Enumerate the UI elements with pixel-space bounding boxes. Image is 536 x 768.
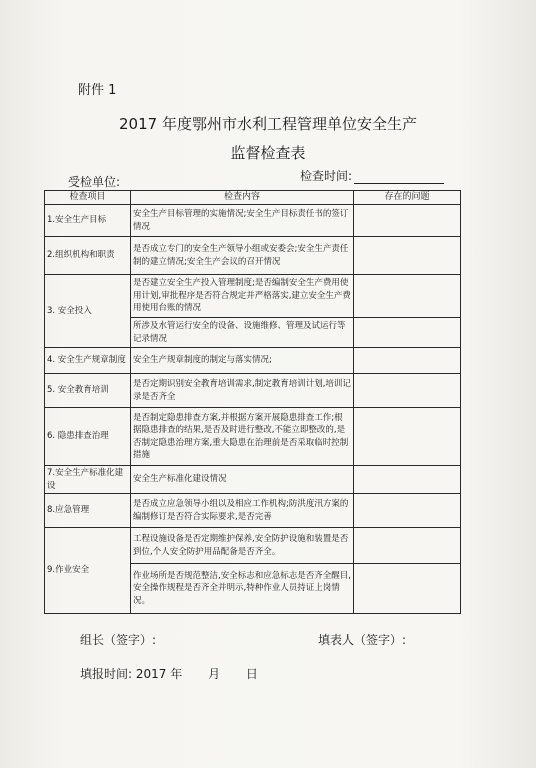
table-row [45, 374, 461, 408]
fill-date-year: 2017 年 [135, 667, 183, 681]
issues-cell [354, 318, 461, 348]
issues-cell [354, 408, 461, 466]
leader-signature-label: 组长（签字）: [80, 633, 157, 647]
fill-date-month: 月 [208, 667, 221, 681]
fill-date [80, 665, 258, 682]
table-row [45, 408, 461, 466]
issues-cell [354, 494, 461, 528]
content-cell: 是否成立应急领导小组以及相应工作机构;防洪度汛方案的编制修订是否符合实际要求,是否完善 [131, 494, 354, 528]
inspection-table [44, 190, 461, 614]
content-cell: 安全生产目标管理的实施情况;安全生产目标责任书的签订情况 [131, 205, 354, 237]
fill-date-day: 日 [245, 667, 258, 681]
item-cell: 2.组织机构和职责 [45, 237, 131, 275]
content-cell: 是否建立安全生产投入管理制度;是否编制安全生产费用使用计划,审批程序是否符合规定并严格落实,建立安全生产费用使用台账的情况 [131, 275, 354, 318]
annex-label: 附件 1 [78, 83, 117, 98]
item-cell: 1.安全生产目标 [45, 205, 131, 237]
header-item: 检查项目 [45, 191, 131, 205]
item-cell: 3. 安全投入 [45, 275, 131, 348]
filler-signature-label: 填表人（签字）: [318, 633, 407, 647]
item-cell: 4. 安全生产规章制度 [45, 348, 131, 374]
issues-cell [354, 275, 461, 318]
fill-date-label: 填报时间: [80, 667, 133, 681]
table-row [45, 275, 461, 318]
issues-cell [354, 564, 461, 614]
table-row [45, 528, 461, 564]
table-row [45, 348, 461, 374]
inspected-unit-label: 受检单位: [68, 175, 121, 189]
table-header-row [45, 191, 461, 205]
content-cell: 作业场所是否规范整洁,安全标志和应急标志是否齐全醒目,安全操作规程是否齐全并明示,特种作业人员持证上岗情况。 [131, 564, 354, 614]
table-row [45, 494, 461, 528]
inspection-time-blank [354, 173, 444, 184]
content-cell: 工程设施设备是否定期维护保养,安全防护设施和装置是否到位,个人安全防护用品配备是否齐全。 [131, 528, 354, 564]
issues-cell [354, 348, 461, 374]
content-cell: 是否制定隐患排查方案,并根据方案开展隐患排查工作;根据隐患排查的结果,是否及时进行整改,不能立即整改的,是否制定隐患治理方案,重大隐患在治理前是否采取临时控制措施 [131, 408, 354, 466]
content-cell: 安全生产规章制度的制定与落实情况; [131, 348, 354, 374]
item-cell: 9.作业安全 [45, 528, 131, 614]
item-cell: 5. 安全教育培训 [45, 374, 131, 408]
content-cell: 是否定期识别安全教育培训需求,制定教育培训计划,培训记录是否齐全 [131, 374, 354, 408]
document-subtitle: 监督检查表 [230, 144, 306, 162]
issues-cell [354, 237, 461, 275]
content-cell: 安全生产标准化建设情况 [131, 466, 354, 494]
table-row [45, 466, 461, 494]
table-row [45, 205, 461, 237]
document-title: 2017 年度鄂州市水利工程管理单位安全生产 [119, 115, 417, 133]
item-cell: 7.安全生产标准化建设 [45, 466, 131, 494]
header-content: 检查内容 [131, 191, 354, 205]
issues-cell [354, 528, 461, 564]
issues-cell [354, 205, 461, 237]
item-cell: 8.应急管理 [45, 494, 131, 528]
content-cell: 是否成立专门的安全生产领导小组或安委会;安全生产责任制的建立情况;安全生产会议的召开情况 [131, 237, 354, 275]
content-cell: 所涉及水管运行安全的设备、设施维修、管理及试运行等记录情况 [131, 318, 354, 348]
table-row [45, 237, 461, 275]
issues-cell [354, 374, 461, 408]
issues-cell [354, 466, 461, 494]
inspection-time-field [300, 167, 444, 184]
inspection-time-label: 检查时间: [300, 169, 353, 183]
item-cell: 6. 隐患排查治理 [45, 408, 131, 466]
header-issues: 存在的问题 [354, 191, 461, 205]
